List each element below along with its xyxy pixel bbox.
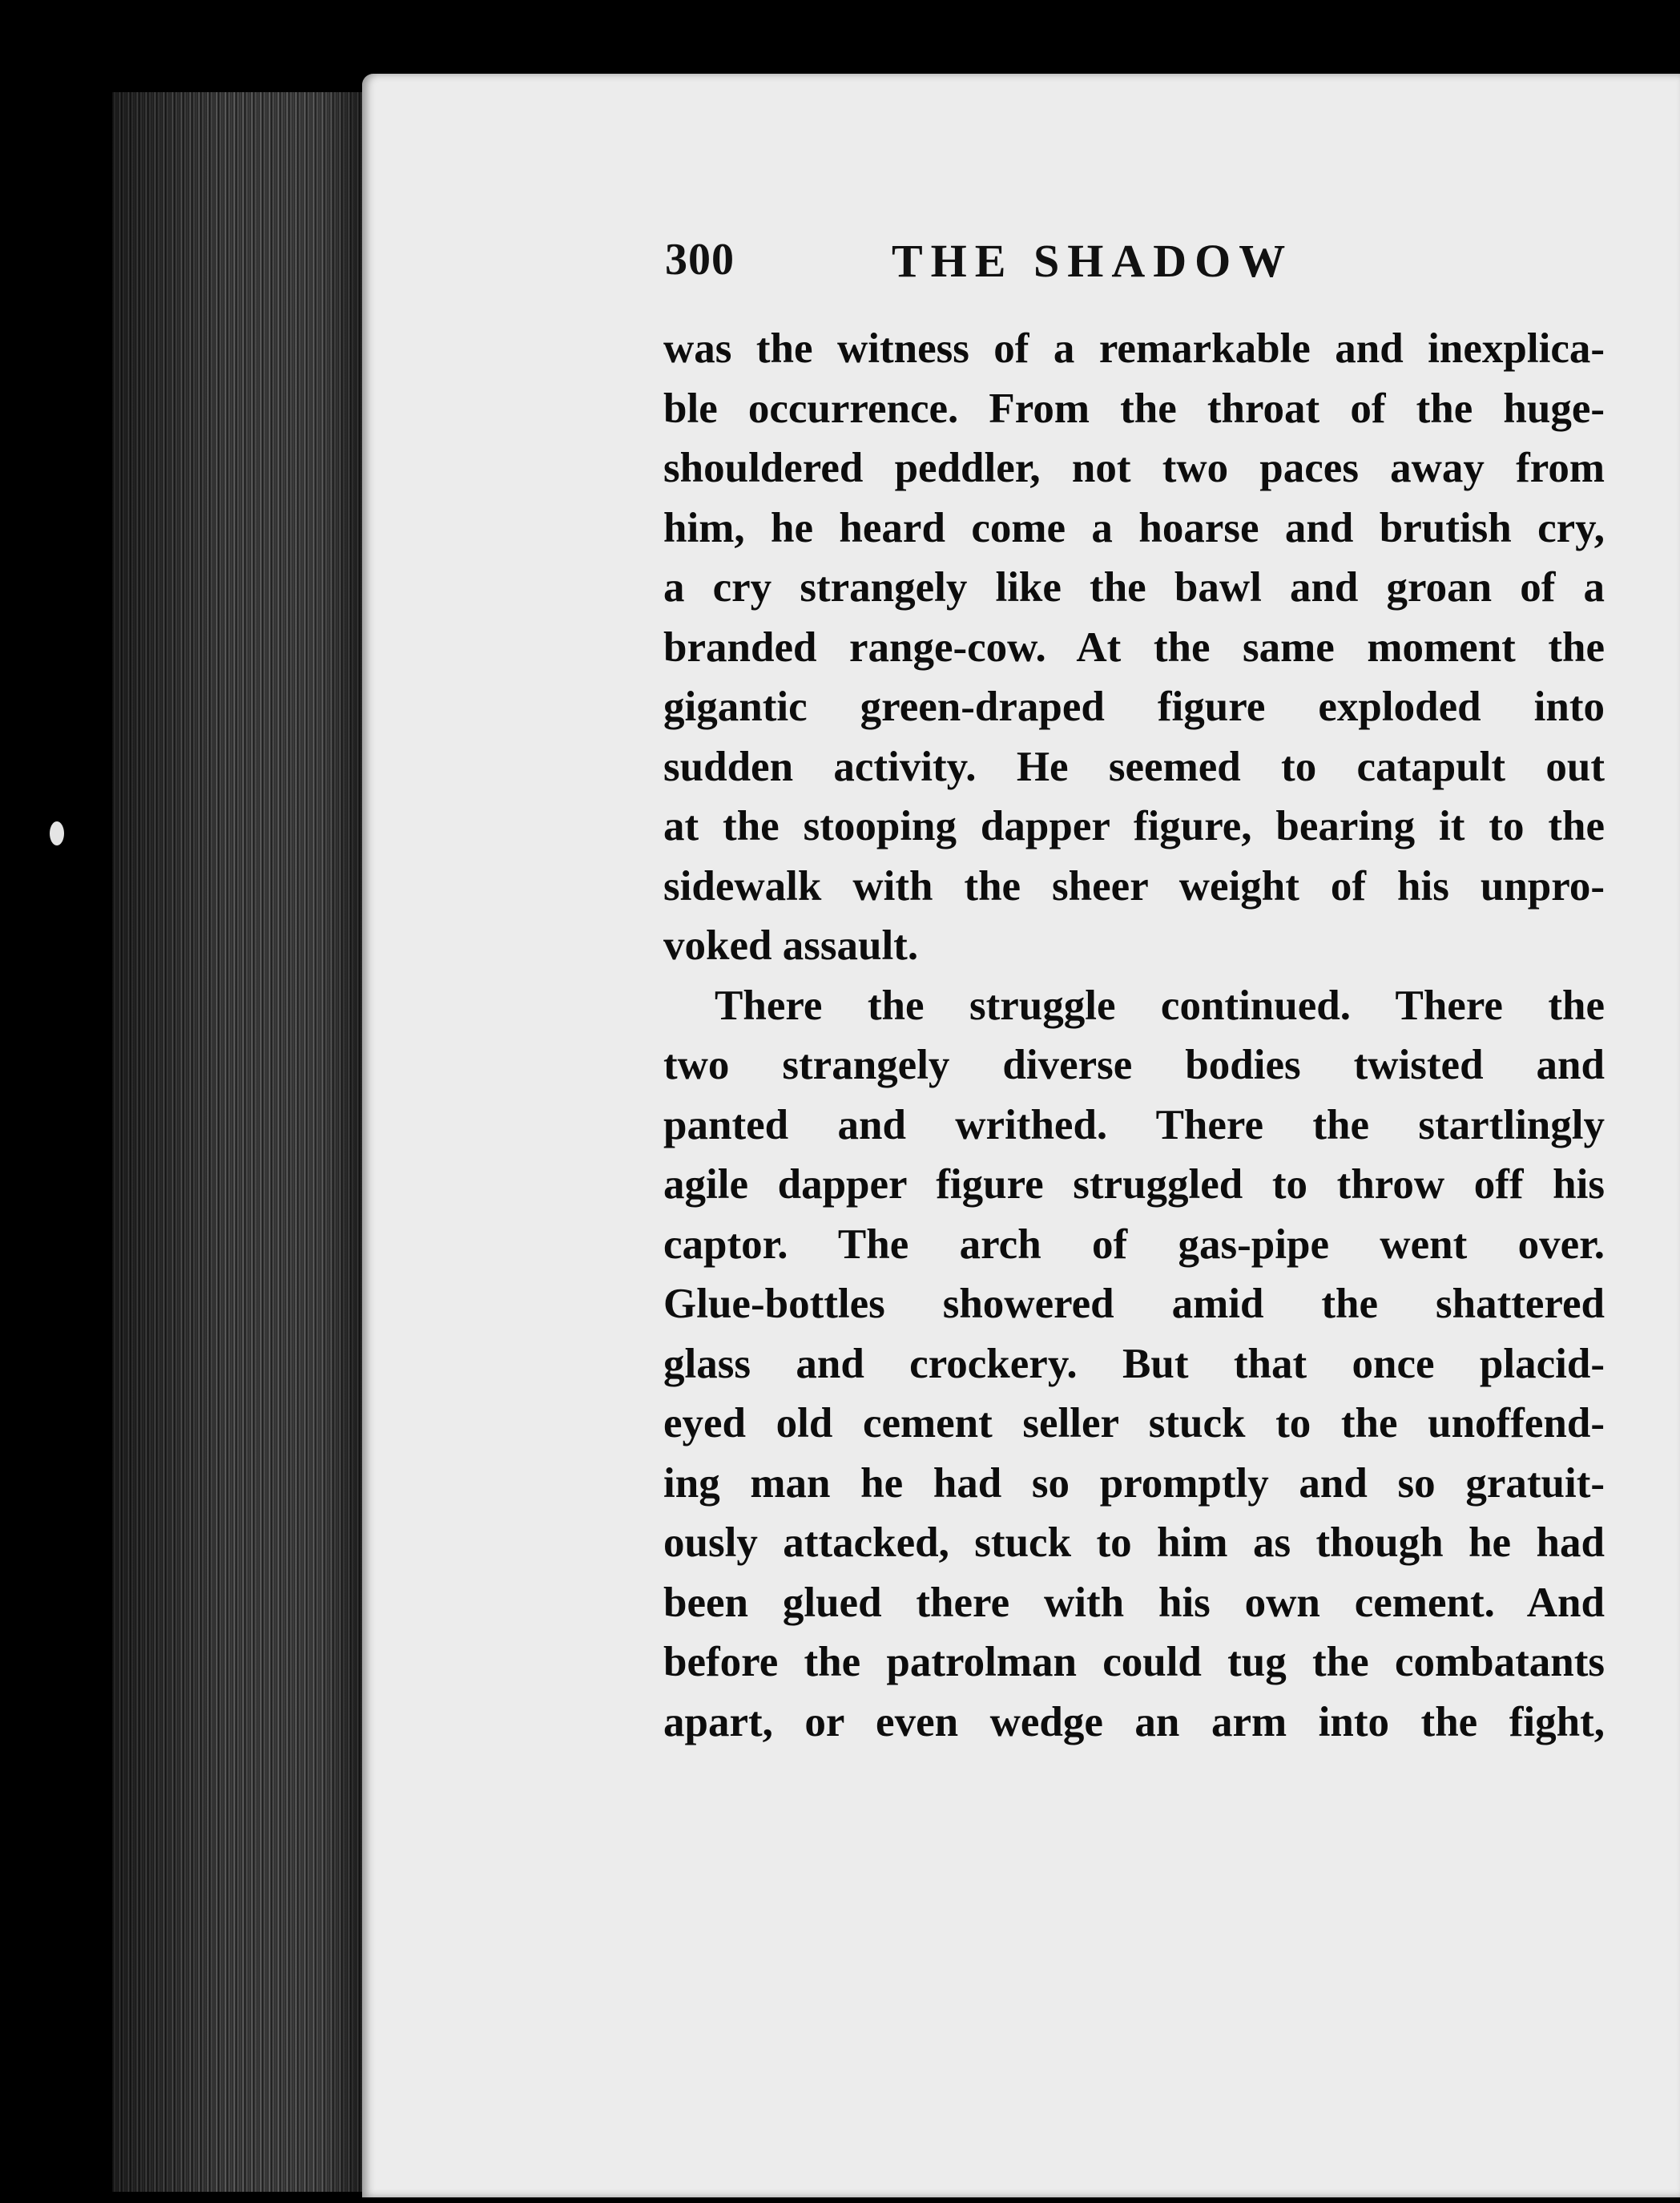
text-line: agile dapper figure struggled to throw off his — [663, 1161, 1605, 1208]
text-line: gigantic green-draped figure exploded into — [663, 684, 1605, 730]
text-line: him, he heard come a hoarse and brutish cry, — [663, 504, 1605, 551]
text-line: two strangely diverse bodies twisted and — [663, 1042, 1605, 1088]
text-line: panted and writhed. There the startlingly — [663, 1101, 1605, 1148]
text-line: ously attacked, stuck to him as though he had — [663, 1519, 1605, 1566]
body-text — [663, 319, 1605, 1752]
running-title: THE SHADOW — [892, 235, 1294, 287]
text-line: a cry strangely like the bawl and groan of a — [663, 564, 1605, 611]
text-line: been glued there with his own cement. And — [663, 1579, 1605, 1626]
book-fore-edge — [112, 92, 377, 2192]
text-line: shouldered peddler, not two paces away from — [663, 445, 1605, 491]
paragraph — [663, 319, 1605, 976]
text-line: sidewalk with the sheer weight of his unpro- — [663, 862, 1605, 910]
text-line: voked assault. — [663, 922, 919, 969]
page-speck — [50, 821, 64, 845]
text-line: sudden activity. He seemed to catapult out — [663, 743, 1605, 790]
text-line: at the stooping dapper figure, bearing it to the — [663, 803, 1605, 849]
running-head — [665, 234, 1610, 298]
text-line: Glue-bottles showered amid the shattered — [663, 1281, 1605, 1327]
text-line: There the struggle continued. There the — [715, 982, 1605, 1029]
text-line: branded range-cow. At the same moment the — [663, 623, 1605, 671]
paragraph — [663, 976, 1605, 1753]
text-line: eyed old cement seller stuck to the unoffend- — [663, 1400, 1605, 1446]
text-line: apart, or even wedge an arm into the fight, — [663, 1698, 1605, 1745]
text-line: was the witness of a remarkable and inexplica- — [663, 325, 1605, 372]
text-line: captor. The arch of gas-pipe went over. — [663, 1221, 1605, 1268]
text-line: glass and crockery. But that once placid- — [663, 1340, 1605, 1387]
text-line: before the patrolman could tug the combatants — [663, 1639, 1605, 1685]
text-line: ing man he had so promptly and so gratuit- — [663, 1459, 1605, 1507]
page-number: 300 — [665, 235, 735, 284]
text-line: ble occurrence. From the throat of the huge- — [663, 385, 1605, 432]
